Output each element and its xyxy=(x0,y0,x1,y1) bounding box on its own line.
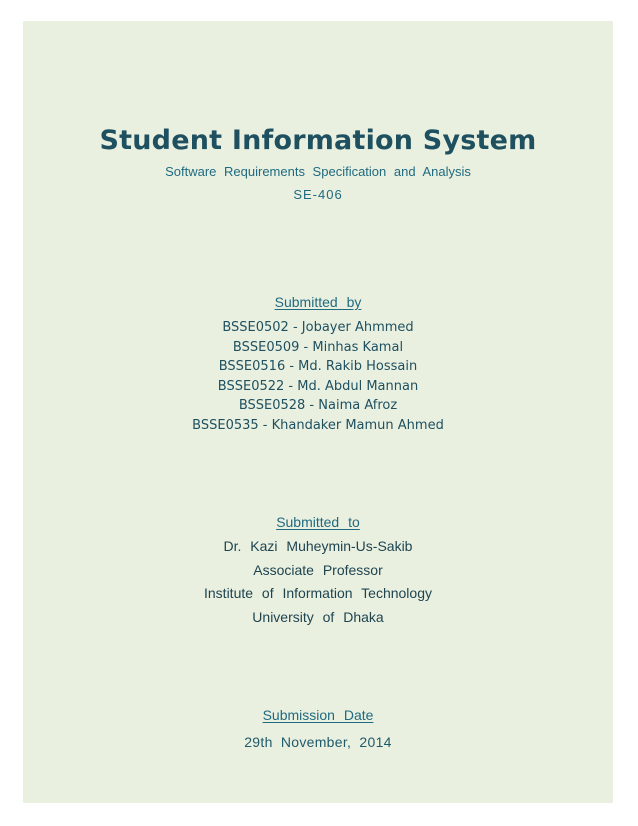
list-item: BSSE0528 - Naima Afroz xyxy=(238,398,398,413)
list-item: BSSE0516 - Md. Rakib Hossain xyxy=(218,359,418,374)
submitted-to-heading-text: Submitted to xyxy=(276,514,360,530)
list-item: BSSE0502 - Jobayer Ahmmed xyxy=(222,320,414,335)
submission-date-heading-text: Submission Date xyxy=(262,707,374,723)
submitted-by-heading-text: Submitted by xyxy=(274,294,362,310)
supervisor-university: University of Dhaka xyxy=(252,609,384,625)
submission-date: 29th November, 2014 xyxy=(244,734,392,750)
submitted-to-heading xyxy=(23,514,613,530)
list-item: BSSE0509 - Minhas Kamal xyxy=(232,339,404,355)
list-item: BSSE0522 - Md. Abdul Mannan xyxy=(217,378,419,394)
supervisor-institute: Institute of Information Technology xyxy=(204,585,432,601)
submitted-by-heading xyxy=(23,294,613,310)
list-item: BSSE0535 - Khandaker Mamun Ahmed xyxy=(192,417,444,433)
cover-page xyxy=(23,21,613,803)
document-subtitle: Software Requirements Specification and Analysis xyxy=(165,164,471,179)
supervisor-name: Dr. Kazi Muheymin-Us-Sakib xyxy=(223,538,413,554)
supervisor-designation: Associate Professor xyxy=(253,562,383,578)
course-code: SE-406 xyxy=(293,187,343,202)
submission-date-heading xyxy=(23,707,613,723)
document-title: Student Information System xyxy=(99,125,537,156)
member-list xyxy=(23,318,613,435)
